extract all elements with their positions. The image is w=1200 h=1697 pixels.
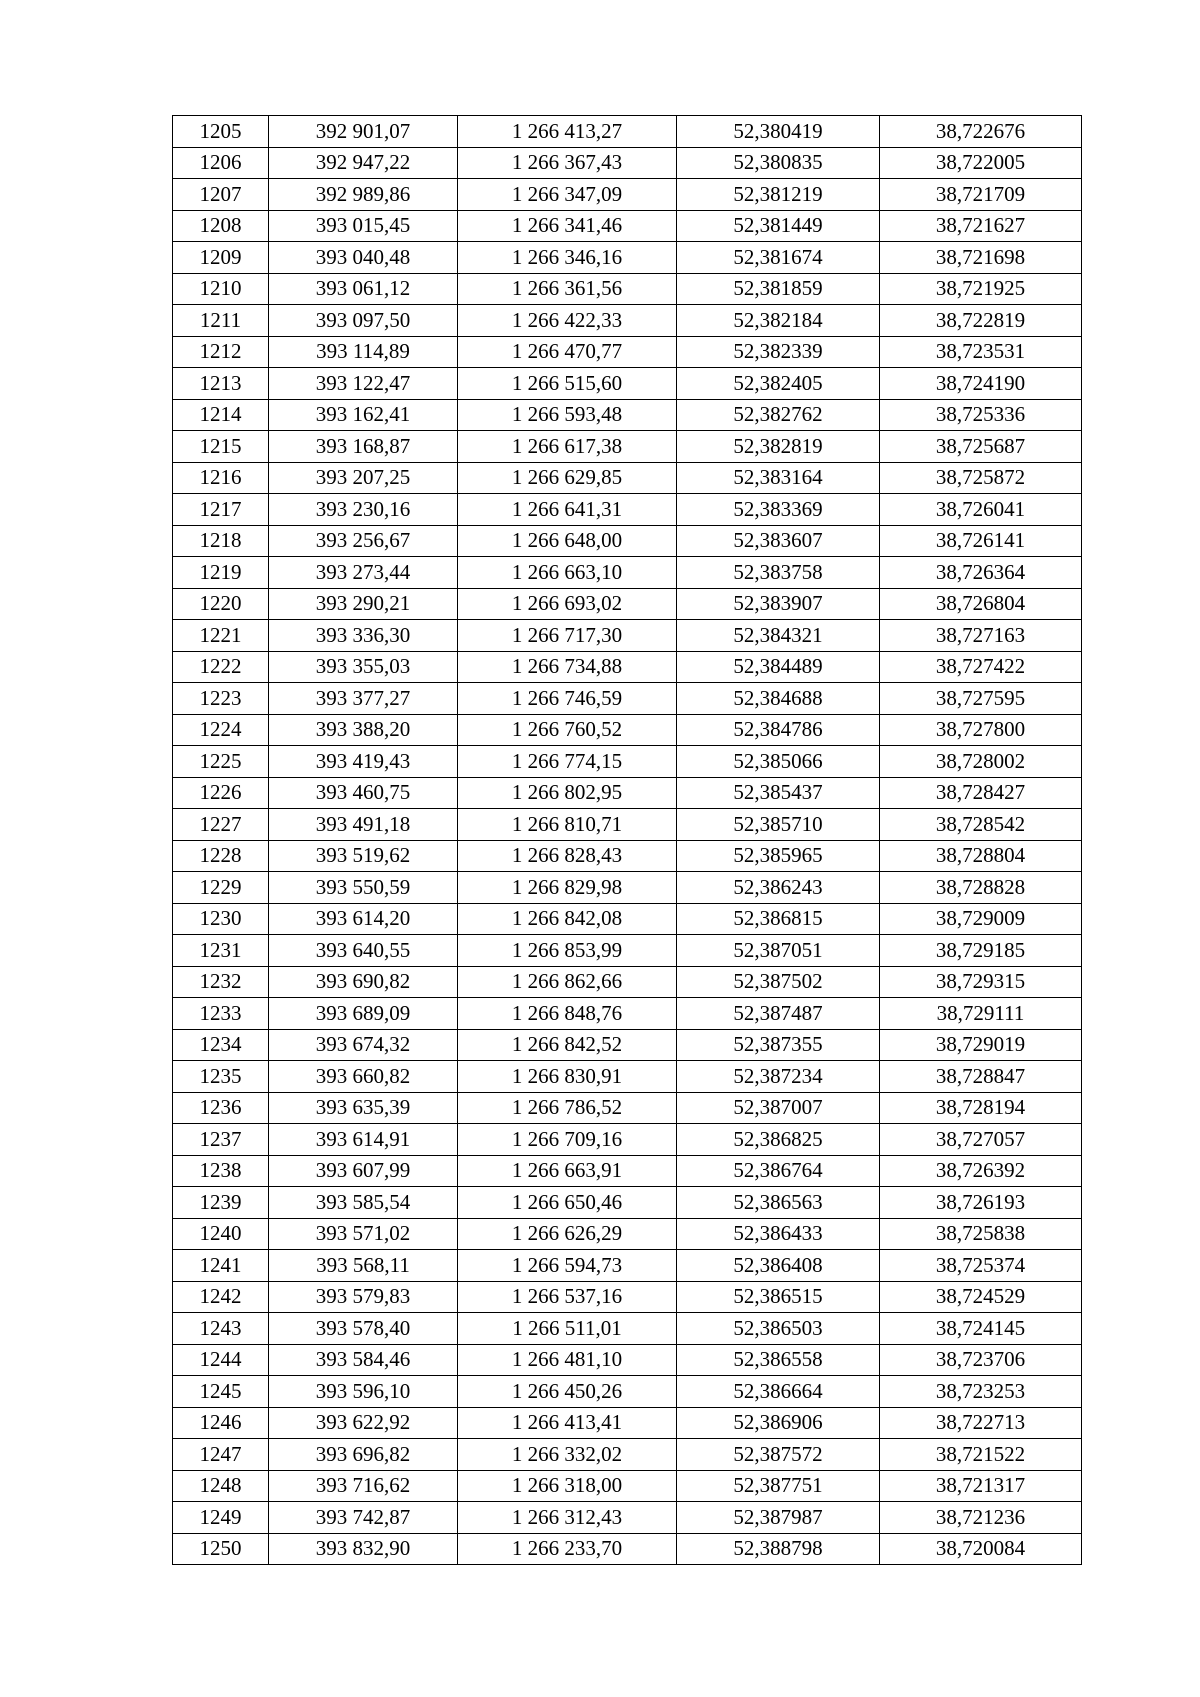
x-coordinate-cell: 393 742,87: [269, 1502, 458, 1534]
y-coordinate-cell: 1 266 594,73: [458, 1250, 677, 1282]
y-coordinate-cell: 1 266 233,70: [458, 1533, 677, 1565]
point-number-cell: 1246: [173, 1407, 269, 1439]
latitude-cell: 52,382762: [677, 399, 880, 431]
table-row: [173, 336, 1082, 368]
y-coordinate-cell: 1 266 332,02: [458, 1439, 677, 1471]
point-number-cell: 1228: [173, 840, 269, 872]
table-row: [173, 1344, 1082, 1376]
point-number-cell: 1238: [173, 1155, 269, 1187]
point-number-cell: 1219: [173, 557, 269, 589]
point-number-cell: 1232: [173, 966, 269, 998]
latitude-cell: 52,386764: [677, 1155, 880, 1187]
point-number-cell: 1229: [173, 872, 269, 904]
point-number-cell: 1226: [173, 777, 269, 809]
point-number-cell: 1205: [173, 116, 269, 148]
longitude-cell: 38,726141: [880, 525, 1082, 557]
table-row: [173, 1061, 1082, 1093]
latitude-cell: 52,387007: [677, 1092, 880, 1124]
y-coordinate-cell: 1 266 629,85: [458, 462, 677, 494]
table-row: [173, 1470, 1082, 1502]
point-number-cell: 1241: [173, 1250, 269, 1282]
point-number-cell: 1216: [173, 462, 269, 494]
x-coordinate-cell: 393 230,16: [269, 494, 458, 526]
latitude-cell: 52,385965: [677, 840, 880, 872]
y-coordinate-cell: 1 266 648,00: [458, 525, 677, 557]
longitude-cell: 38,727422: [880, 651, 1082, 683]
point-number-cell: 1213: [173, 368, 269, 400]
table-row: [173, 714, 1082, 746]
point-number-cell: 1208: [173, 210, 269, 242]
point-number-cell: 1225: [173, 746, 269, 778]
latitude-cell: 52,384786: [677, 714, 880, 746]
table-row: [173, 1313, 1082, 1345]
point-number-cell: 1223: [173, 683, 269, 715]
longitude-cell: 38,728194: [880, 1092, 1082, 1124]
longitude-cell: 38,728427: [880, 777, 1082, 809]
table-row: [173, 1124, 1082, 1156]
y-coordinate-cell: 1 266 734,88: [458, 651, 677, 683]
x-coordinate-cell: 393 491,18: [269, 809, 458, 841]
point-number-cell: 1221: [173, 620, 269, 652]
table-row: [173, 273, 1082, 305]
longitude-cell: 38,726041: [880, 494, 1082, 526]
table-row: [173, 777, 1082, 809]
longitude-cell: 38,728828: [880, 872, 1082, 904]
y-coordinate-cell: 1 266 422,33: [458, 305, 677, 337]
longitude-cell: 38,721317: [880, 1470, 1082, 1502]
point-number-cell: 1220: [173, 588, 269, 620]
table-row: [173, 147, 1082, 179]
y-coordinate-cell: 1 266 641,31: [458, 494, 677, 526]
longitude-cell: 38,727057: [880, 1124, 1082, 1156]
table-row: [173, 1218, 1082, 1250]
longitude-cell: 38,724145: [880, 1313, 1082, 1345]
table-row: [173, 651, 1082, 683]
table-row: [173, 1502, 1082, 1534]
longitude-cell: 38,720084: [880, 1533, 1082, 1565]
latitude-cell: 52,386503: [677, 1313, 880, 1345]
longitude-cell: 38,727595: [880, 683, 1082, 715]
x-coordinate-cell: 393 273,44: [269, 557, 458, 589]
longitude-cell: 38,727163: [880, 620, 1082, 652]
table-row: [173, 399, 1082, 431]
x-coordinate-cell: 393 614,20: [269, 903, 458, 935]
x-coordinate-cell: 392 989,86: [269, 179, 458, 211]
x-coordinate-cell: 393 122,47: [269, 368, 458, 400]
latitude-cell: 52,386243: [677, 872, 880, 904]
coordinates-table-body: [173, 116, 1082, 1565]
point-number-cell: 1240: [173, 1218, 269, 1250]
table-row: [173, 1533, 1082, 1565]
x-coordinate-cell: 393 660,82: [269, 1061, 458, 1093]
x-coordinate-cell: 393 097,50: [269, 305, 458, 337]
y-coordinate-cell: 1 266 717,30: [458, 620, 677, 652]
latitude-cell: 52,386664: [677, 1376, 880, 1408]
table-row: [173, 525, 1082, 557]
point-number-cell: 1243: [173, 1313, 269, 1345]
x-coordinate-cell: 393 578,40: [269, 1313, 458, 1345]
point-number-cell: 1217: [173, 494, 269, 526]
x-coordinate-cell: 393 377,27: [269, 683, 458, 715]
longitude-cell: 38,724190: [880, 368, 1082, 400]
x-coordinate-cell: 393 571,02: [269, 1218, 458, 1250]
point-number-cell: 1207: [173, 179, 269, 211]
y-coordinate-cell: 1 266 774,15: [458, 746, 677, 778]
latitude-cell: 52,380835: [677, 147, 880, 179]
x-coordinate-cell: 393 622,92: [269, 1407, 458, 1439]
point-number-cell: 1227: [173, 809, 269, 841]
point-number-cell: 1206: [173, 147, 269, 179]
latitude-cell: 52,387987: [677, 1502, 880, 1534]
x-coordinate-cell: 393 635,39: [269, 1092, 458, 1124]
x-coordinate-cell: 393 689,09: [269, 998, 458, 1030]
table-row: [173, 746, 1082, 778]
table-row: [173, 1281, 1082, 1313]
latitude-cell: 52,387751: [677, 1470, 880, 1502]
x-coordinate-cell: 393 568,11: [269, 1250, 458, 1282]
x-coordinate-cell: 393 256,67: [269, 525, 458, 557]
table-row: [173, 1376, 1082, 1408]
table-row: [173, 210, 1082, 242]
latitude-cell: 52,386515: [677, 1281, 880, 1313]
y-coordinate-cell: 1 266 709,16: [458, 1124, 677, 1156]
longitude-cell: 38,725336: [880, 399, 1082, 431]
point-number-cell: 1237: [173, 1124, 269, 1156]
point-number-cell: 1212: [173, 336, 269, 368]
longitude-cell: 38,729315: [880, 966, 1082, 998]
table-row: [173, 368, 1082, 400]
latitude-cell: 52,382819: [677, 431, 880, 463]
coordinates-table: [172, 115, 1082, 1565]
y-coordinate-cell: 1 266 862,66: [458, 966, 677, 998]
latitude-cell: 52,385066: [677, 746, 880, 778]
longitude-cell: 38,723706: [880, 1344, 1082, 1376]
latitude-cell: 52,384489: [677, 651, 880, 683]
table-row: [173, 872, 1082, 904]
longitude-cell: 38,721627: [880, 210, 1082, 242]
latitude-cell: 52,381859: [677, 273, 880, 305]
y-coordinate-cell: 1 266 318,00: [458, 1470, 677, 1502]
x-coordinate-cell: 393 696,82: [269, 1439, 458, 1471]
point-number-cell: 1215: [173, 431, 269, 463]
longitude-cell: 38,722713: [880, 1407, 1082, 1439]
table-row: [173, 1250, 1082, 1282]
latitude-cell: 52,387572: [677, 1439, 880, 1471]
y-coordinate-cell: 1 266 515,60: [458, 368, 677, 400]
table-row: [173, 557, 1082, 589]
x-coordinate-cell: 393 114,89: [269, 336, 458, 368]
x-coordinate-cell: 393 585,54: [269, 1187, 458, 1219]
table-row: [173, 935, 1082, 967]
latitude-cell: 52,380419: [677, 116, 880, 148]
point-number-cell: 1247: [173, 1439, 269, 1471]
y-coordinate-cell: 1 266 853,99: [458, 935, 677, 967]
point-number-cell: 1244: [173, 1344, 269, 1376]
longitude-cell: 38,721925: [880, 273, 1082, 305]
table-row: [173, 903, 1082, 935]
point-number-cell: 1233: [173, 998, 269, 1030]
y-coordinate-cell: 1 266 593,48: [458, 399, 677, 431]
table-row: [173, 494, 1082, 526]
y-coordinate-cell: 1 266 842,08: [458, 903, 677, 935]
longitude-cell: 38,726364: [880, 557, 1082, 589]
latitude-cell: 52,386906: [677, 1407, 880, 1439]
x-coordinate-cell: 393 015,45: [269, 210, 458, 242]
latitude-cell: 52,381219: [677, 179, 880, 211]
longitude-cell: 38,726193: [880, 1187, 1082, 1219]
y-coordinate-cell: 1 266 413,41: [458, 1407, 677, 1439]
latitude-cell: 52,381449: [677, 210, 880, 242]
latitude-cell: 52,383758: [677, 557, 880, 589]
longitude-cell: 38,725687: [880, 431, 1082, 463]
x-coordinate-cell: 393 607,99: [269, 1155, 458, 1187]
point-number-cell: 1245: [173, 1376, 269, 1408]
point-number-cell: 1249: [173, 1502, 269, 1534]
longitude-cell: 38,723531: [880, 336, 1082, 368]
x-coordinate-cell: 393 614,91: [269, 1124, 458, 1156]
x-coordinate-cell: 393 168,87: [269, 431, 458, 463]
y-coordinate-cell: 1 266 341,46: [458, 210, 677, 242]
table-row: [173, 620, 1082, 652]
latitude-cell: 52,383907: [677, 588, 880, 620]
x-coordinate-cell: 393 550,59: [269, 872, 458, 904]
y-coordinate-cell: 1 266 830,91: [458, 1061, 677, 1093]
longitude-cell: 38,722005: [880, 147, 1082, 179]
point-number-cell: 1218: [173, 525, 269, 557]
x-coordinate-cell: 393 162,41: [269, 399, 458, 431]
y-coordinate-cell: 1 266 693,02: [458, 588, 677, 620]
point-number-cell: 1239: [173, 1187, 269, 1219]
latitude-cell: 52,385710: [677, 809, 880, 841]
x-coordinate-cell: 393 290,21: [269, 588, 458, 620]
y-coordinate-cell: 1 266 746,59: [458, 683, 677, 715]
latitude-cell: 52,383164: [677, 462, 880, 494]
x-coordinate-cell: 393 690,82: [269, 966, 458, 998]
latitude-cell: 52,386558: [677, 1344, 880, 1376]
longitude-cell: 38,729185: [880, 935, 1082, 967]
y-coordinate-cell: 1 266 346,16: [458, 242, 677, 274]
longitude-cell: 38,721522: [880, 1439, 1082, 1471]
point-number-cell: 1222: [173, 651, 269, 683]
y-coordinate-cell: 1 266 312,43: [458, 1502, 677, 1534]
x-coordinate-cell: 393 061,12: [269, 273, 458, 305]
y-coordinate-cell: 1 266 511,01: [458, 1313, 677, 1345]
table-row: [173, 683, 1082, 715]
longitude-cell: 38,722676: [880, 116, 1082, 148]
latitude-cell: 52,387355: [677, 1029, 880, 1061]
y-coordinate-cell: 1 266 367,43: [458, 147, 677, 179]
longitude-cell: 38,726392: [880, 1155, 1082, 1187]
latitude-cell: 52,382184: [677, 305, 880, 337]
longitude-cell: 38,723253: [880, 1376, 1082, 1408]
table-row: [173, 809, 1082, 841]
table-row: [173, 242, 1082, 274]
point-number-cell: 1211: [173, 305, 269, 337]
y-coordinate-cell: 1 266 786,52: [458, 1092, 677, 1124]
table-row: [173, 179, 1082, 211]
latitude-cell: 52,386825: [677, 1124, 880, 1156]
point-number-cell: 1209: [173, 242, 269, 274]
latitude-cell: 52,381674: [677, 242, 880, 274]
table-row: [173, 1407, 1082, 1439]
longitude-cell: 38,729111: [880, 998, 1082, 1030]
x-coordinate-cell: 393 674,32: [269, 1029, 458, 1061]
longitude-cell: 38,728847: [880, 1061, 1082, 1093]
y-coordinate-cell: 1 266 347,09: [458, 179, 677, 211]
longitude-cell: 38,722819: [880, 305, 1082, 337]
latitude-cell: 52,383607: [677, 525, 880, 557]
x-coordinate-cell: 393 579,83: [269, 1281, 458, 1313]
y-coordinate-cell: 1 266 810,71: [458, 809, 677, 841]
x-coordinate-cell: 393 419,43: [269, 746, 458, 778]
longitude-cell: 38,728804: [880, 840, 1082, 872]
latitude-cell: 52,383369: [677, 494, 880, 526]
point-number-cell: 1231: [173, 935, 269, 967]
point-number-cell: 1230: [173, 903, 269, 935]
x-coordinate-cell: 393 336,30: [269, 620, 458, 652]
point-number-cell: 1236: [173, 1092, 269, 1124]
latitude-cell: 52,382405: [677, 368, 880, 400]
table-row: [173, 588, 1082, 620]
longitude-cell: 38,728542: [880, 809, 1082, 841]
x-coordinate-cell: 393 460,75: [269, 777, 458, 809]
table-row: [173, 1187, 1082, 1219]
y-coordinate-cell: 1 266 650,46: [458, 1187, 677, 1219]
y-coordinate-cell: 1 266 450,26: [458, 1376, 677, 1408]
x-coordinate-cell: 393 640,55: [269, 935, 458, 967]
point-number-cell: 1250: [173, 1533, 269, 1565]
x-coordinate-cell: 393 519,62: [269, 840, 458, 872]
y-coordinate-cell: 1 266 361,56: [458, 273, 677, 305]
table-row: [173, 840, 1082, 872]
x-coordinate-cell: 392 947,22: [269, 147, 458, 179]
latitude-cell: 52,386408: [677, 1250, 880, 1282]
point-number-cell: 1224: [173, 714, 269, 746]
table-row: [173, 1092, 1082, 1124]
x-coordinate-cell: 392 901,07: [269, 116, 458, 148]
latitude-cell: 52,387051: [677, 935, 880, 967]
table-row: [173, 1155, 1082, 1187]
y-coordinate-cell: 1 266 802,95: [458, 777, 677, 809]
latitude-cell: 52,382339: [677, 336, 880, 368]
table-row: [173, 998, 1082, 1030]
table-row: [173, 462, 1082, 494]
point-number-cell: 1242: [173, 1281, 269, 1313]
y-coordinate-cell: 1 266 663,91: [458, 1155, 677, 1187]
longitude-cell: 38,721709: [880, 179, 1082, 211]
latitude-cell: 52,384688: [677, 683, 880, 715]
latitude-cell: 52,387502: [677, 966, 880, 998]
y-coordinate-cell: 1 266 663,10: [458, 557, 677, 589]
latitude-cell: 52,386815: [677, 903, 880, 935]
x-coordinate-cell: 393 355,03: [269, 651, 458, 683]
x-coordinate-cell: 393 596,10: [269, 1376, 458, 1408]
y-coordinate-cell: 1 266 481,10: [458, 1344, 677, 1376]
x-coordinate-cell: 393 207,25: [269, 462, 458, 494]
point-number-cell: 1210: [173, 273, 269, 305]
y-coordinate-cell: 1 266 413,27: [458, 116, 677, 148]
longitude-cell: 38,728002: [880, 746, 1082, 778]
x-coordinate-cell: 393 040,48: [269, 242, 458, 274]
longitude-cell: 38,729019: [880, 1029, 1082, 1061]
table-row: [173, 1029, 1082, 1061]
y-coordinate-cell: 1 266 842,52: [458, 1029, 677, 1061]
longitude-cell: 38,727800: [880, 714, 1082, 746]
y-coordinate-cell: 1 266 828,43: [458, 840, 677, 872]
latitude-cell: 52,387487: [677, 998, 880, 1030]
y-coordinate-cell: 1 266 470,77: [458, 336, 677, 368]
y-coordinate-cell: 1 266 626,29: [458, 1218, 677, 1250]
longitude-cell: 38,721698: [880, 242, 1082, 274]
longitude-cell: 38,725374: [880, 1250, 1082, 1282]
longitude-cell: 38,729009: [880, 903, 1082, 935]
table-row: [173, 1439, 1082, 1471]
latitude-cell: 52,384321: [677, 620, 880, 652]
table-row: [173, 431, 1082, 463]
x-coordinate-cell: 393 716,62: [269, 1470, 458, 1502]
y-coordinate-cell: 1 266 848,76: [458, 998, 677, 1030]
latitude-cell: 52,386563: [677, 1187, 880, 1219]
latitude-cell: 52,387234: [677, 1061, 880, 1093]
point-number-cell: 1235: [173, 1061, 269, 1093]
longitude-cell: 38,725838: [880, 1218, 1082, 1250]
longitude-cell: 38,725872: [880, 462, 1082, 494]
y-coordinate-cell: 1 266 617,38: [458, 431, 677, 463]
x-coordinate-cell: 393 388,20: [269, 714, 458, 746]
point-number-cell: 1214: [173, 399, 269, 431]
table-row: [173, 116, 1082, 148]
latitude-cell: 52,388798: [677, 1533, 880, 1565]
y-coordinate-cell: 1 266 760,52: [458, 714, 677, 746]
point-number-cell: 1248: [173, 1470, 269, 1502]
table-row: [173, 305, 1082, 337]
x-coordinate-cell: 393 584,46: [269, 1344, 458, 1376]
latitude-cell: 52,386433: [677, 1218, 880, 1250]
y-coordinate-cell: 1 266 537,16: [458, 1281, 677, 1313]
longitude-cell: 38,724529: [880, 1281, 1082, 1313]
table-row: [173, 966, 1082, 998]
x-coordinate-cell: 393 832,90: [269, 1533, 458, 1565]
y-coordinate-cell: 1 266 829,98: [458, 872, 677, 904]
longitude-cell: 38,726804: [880, 588, 1082, 620]
latitude-cell: 52,385437: [677, 777, 880, 809]
longitude-cell: 38,721236: [880, 1502, 1082, 1534]
point-number-cell: 1234: [173, 1029, 269, 1061]
